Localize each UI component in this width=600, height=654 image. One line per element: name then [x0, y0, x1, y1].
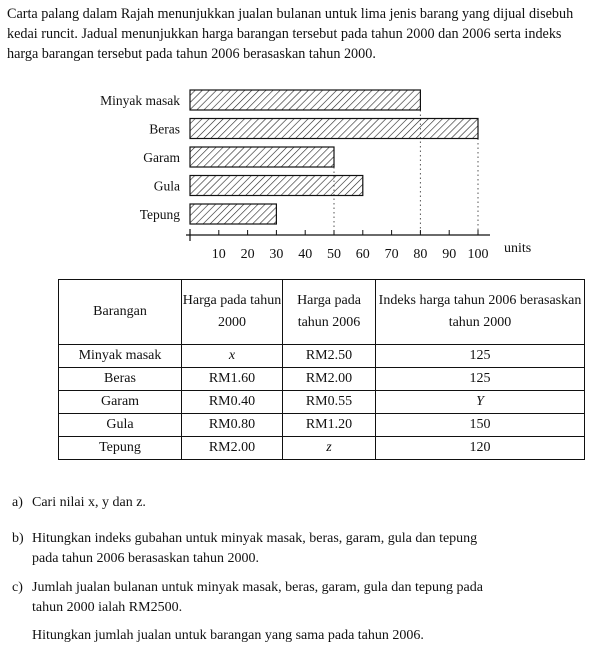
category-label: Gula	[153, 178, 180, 194]
table-cell	[182, 345, 283, 368]
question-label: c)	[12, 580, 23, 595]
price-index-table	[58, 279, 585, 460]
table-row	[59, 414, 585, 437]
table-cell: Gula	[59, 414, 182, 437]
header-harga-2006: Harga pada tahun 2006	[283, 280, 376, 345]
table-cell: RM0.55	[283, 391, 376, 414]
header-indeks: Indeks harga tahun 2006 berasaskan tahun 2000	[376, 280, 585, 345]
question-label: b)	[12, 531, 24, 546]
bar-tepung	[190, 204, 276, 224]
intro-paragraph: Carta palang dalam Rajah menunjukkan jualan bulanan untuk lima jenis barang yang dijual disebuh kedai runcit. Jadual menunjukkan harga barangan tersebut pada tahun 2000 dan 2006 serta indeks harga barangan tersebut pada tahun 2006 berasaskan tahun 2000.	[7, 6, 574, 62]
table-cell-value: x	[228, 348, 236, 363]
x-tick-label: 50	[327, 247, 341, 262]
x-tick-label: 60	[355, 247, 370, 262]
x-tick-label: 90	[442, 247, 457, 262]
question-text: Cari nilai x, y dan z.	[32, 495, 146, 510]
table-row	[59, 437, 585, 460]
table-cell: RM1.60	[182, 368, 283, 391]
category-label: Minyak masak	[100, 93, 180, 108]
table-cell: RM2.50	[283, 345, 376, 368]
x-tick-label: 10	[211, 247, 226, 262]
table-row	[59, 368, 585, 391]
bar-chart	[0, 80, 600, 270]
table-row	[59, 391, 585, 414]
table-cell: Tepung	[59, 437, 182, 460]
table-cell: RM2.00	[182, 437, 283, 460]
table-cell: Beras	[59, 368, 182, 391]
x-tick-label: 20	[240, 247, 255, 262]
table-cell-value: z	[326, 440, 332, 455]
table-cell: Garam	[59, 391, 182, 414]
header-barangan: Barangan	[59, 280, 182, 345]
category-label: Tepung	[139, 207, 180, 222]
bar-beras	[190, 119, 478, 139]
table-cell: 125	[376, 345, 585, 368]
table-cell: 120	[376, 437, 585, 460]
bar-garam	[190, 147, 334, 167]
table-cell: 150	[376, 414, 585, 437]
category-label: Garam	[143, 150, 180, 165]
table-cell: RM0.40	[182, 391, 283, 414]
table-header-row	[59, 280, 585, 345]
question-text: Jumlah jualan bulanan untuk minyak masak, beras, garam, gula dan tepung pada tahun 2000 ialah RM2500.	[32, 580, 483, 615]
table-cell: RM0.80	[182, 414, 283, 437]
question-text: Hitungkan jumlah jualan untuk barangan yang sama pada tahun 2006.	[32, 628, 424, 643]
question-text: Hitungkan indeks gubahan untuk minyak masak, beras, garam, gula dan tepung pada tahun 2006 berasaskan tahun 2000.	[32, 531, 478, 566]
x-tick-label: 40	[298, 247, 313, 262]
category-label: Beras	[149, 121, 180, 137]
x-tick-label: 70	[384, 247, 399, 262]
table-cell	[376, 391, 585, 414]
table-row	[59, 345, 585, 368]
table-cell	[283, 437, 376, 460]
bar-gula	[190, 176, 363, 196]
table-cell: RM2.00	[283, 368, 376, 391]
table-cell-value: Y	[476, 394, 484, 409]
x-tick-label: 100	[467, 247, 489, 262]
x-axis-title: units	[504, 241, 532, 256]
x-tick-label: 30	[269, 247, 284, 262]
table-cell: 125	[376, 368, 585, 391]
table-cell: Minyak masak	[59, 345, 182, 368]
question-label: a)	[12, 495, 23, 510]
x-tick-label: 80	[413, 247, 428, 262]
header-harga-2000: Harga pada tahun 2000	[182, 280, 283, 345]
bar-minyak-masak	[190, 90, 420, 110]
table-cell: RM1.20	[283, 414, 376, 437]
